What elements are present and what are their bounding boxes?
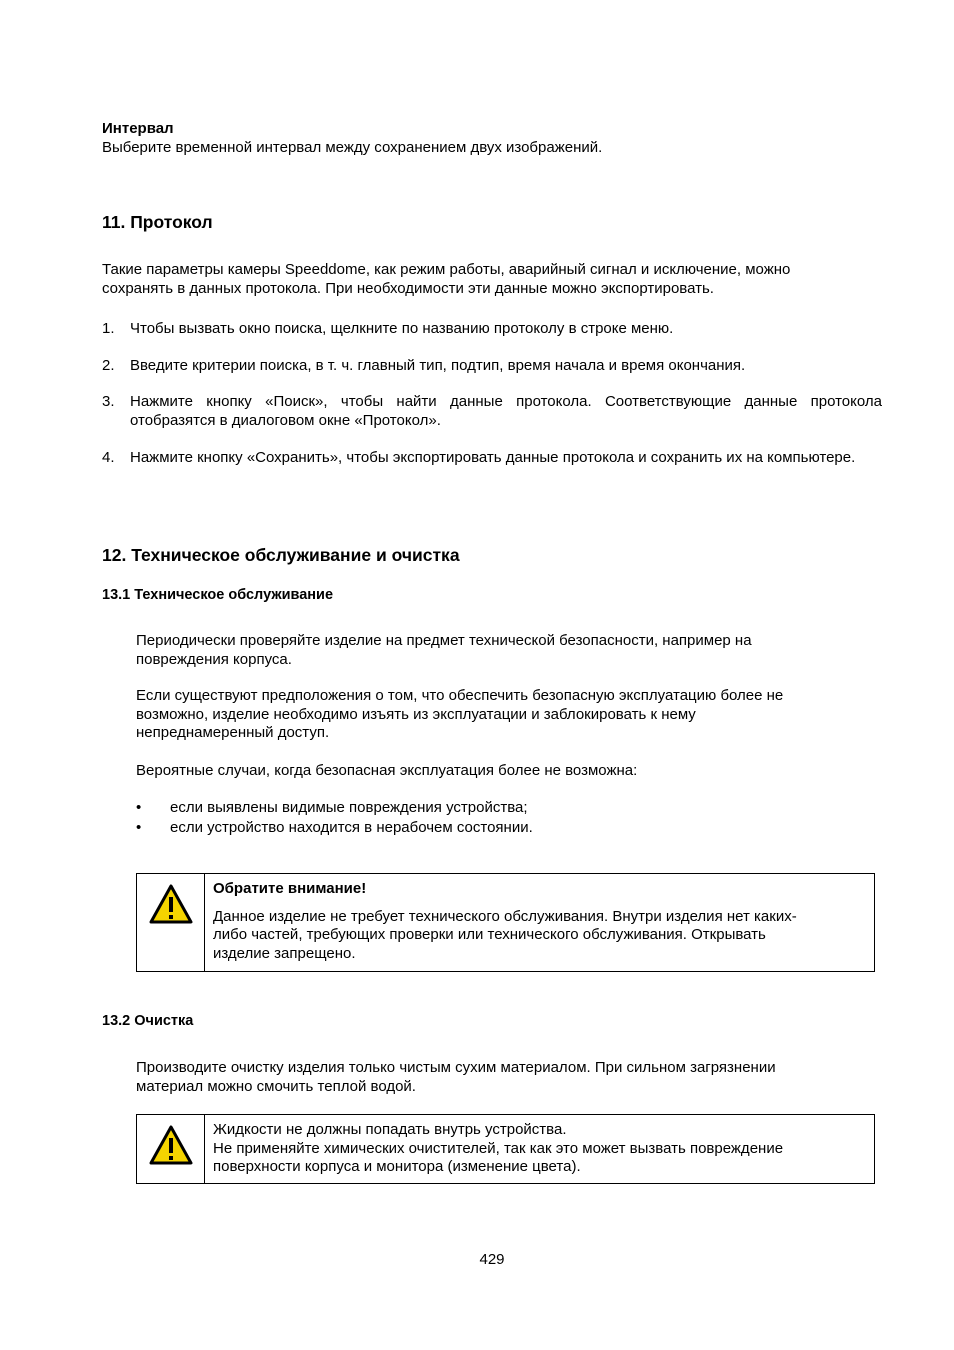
step-2 <box>102 357 882 376</box>
list-item-text: если устройство находится в нерабочем состоянии. <box>170 819 533 836</box>
step-text: Чтобы вызвать окно поиска, щелкните по названию протоколу в строке меню. <box>130 320 674 337</box>
notice-text-cell <box>205 1115 874 1183</box>
text-line: Периодически проверяйте изделие на предмет технической безопасности, например на <box>136 632 752 649</box>
interval-text: Выберите временной интервал между сохранением двух изображений. <box>102 138 603 156</box>
interval-title: Интервал <box>102 120 174 137</box>
warning-triangle-icon <box>149 1125 193 1165</box>
intro-line-2: сохранять в данных протокола. При необходимости эти данные можно экспортировать. <box>102 279 714 297</box>
subsection-13-1-heading: 13.1 Техническое обслуживание <box>102 587 334 603</box>
maintenance-paragraph-3: Вероятные случаи, когда безопасная эксплуатация более не возможна: <box>136 762 638 779</box>
maintenance-notice-box <box>136 873 875 972</box>
bullet-list <box>136 798 876 838</box>
section-11-heading: 11. Протокол <box>102 212 213 232</box>
notice-icon-cell <box>137 874 205 971</box>
step-3 <box>102 393 882 430</box>
text-line: возможно, изделие необходимо изъять из эксплуатации и заблокировать к нему <box>136 705 696 723</box>
notice-title: Обратите внимание! <box>213 880 367 897</box>
text-line: материал можно смочить теплой водой. <box>136 1077 416 1095</box>
notice-line: Данное изделие не требует технического обслуживания. Внутри изделия нет каких- <box>213 907 797 925</box>
text-line: повреждения корпуса. <box>136 650 292 668</box>
bullet-icon: • <box>136 819 142 836</box>
bullet-icon: • <box>136 799 142 816</box>
notice-icon-cell <box>137 1115 205 1183</box>
step-number: 3. <box>102 393 115 410</box>
step-number: 1. <box>102 320 115 337</box>
step-1 <box>102 320 882 339</box>
subsection-13-2-heading: 13.2 Очистка <box>102 1013 194 1029</box>
text-line: непреднамеренный доступ. <box>136 724 330 741</box>
section-12-heading: 12. Техническое обслуживание и очистка <box>102 545 460 565</box>
section-11-intro <box>102 261 892 298</box>
interval-block <box>102 120 882 157</box>
page-number: 429 <box>479 1251 505 1268</box>
text-line: Если существуют предположения о том, что обеспечить безопасную эксплуатацию более не <box>136 687 784 704</box>
list-item-text: если выявлены видимые повреждения устройства; <box>170 799 528 816</box>
notice-line: либо частей, требующих проверки или технического обслуживания. Открывать <box>213 926 766 943</box>
step-text: Введите критерии поиска, в т. ч. главный тип, подтип, время начала и время окончания. <box>130 357 746 374</box>
notice-line: изделие запрещено. <box>213 944 356 962</box>
maintenance-paragraph-2 <box>136 687 876 743</box>
cleaning-paragraph <box>136 1059 876 1096</box>
step-number: 4. <box>102 449 115 466</box>
list-item <box>136 818 876 838</box>
notice-line: поверхности корпуса и монитора (изменение цвета). <box>213 1158 581 1175</box>
notice-line: Не применяйте химических очистителей, так как это может вызвать повреждение <box>213 1139 784 1157</box>
list-item <box>136 798 876 818</box>
step-text: Нажмите кнопку «Сохранить», чтобы экспортировать данные протокола и сохранить их на компьютере. <box>130 449 856 466</box>
intro-line-1: Такие параметры камеры Speeddome, как режим работы, аварийный сигнал и исключение, можно <box>102 261 791 278</box>
step-4 <box>102 449 882 468</box>
text-line: Производите очистку изделия только чистым сухим материалом. При сильном загрязнении <box>136 1059 776 1076</box>
warning-triangle-icon <box>149 884 193 924</box>
notice-text-cell <box>205 874 874 971</box>
step-text: Нажмите кнопку «Поиск», чтобы найти данные протокола. Соответствующие данные протокола отобразятся в диалоговом окне «Протокол». <box>130 393 882 429</box>
maintenance-paragraph-1 <box>136 632 876 669</box>
step-number: 2. <box>102 357 115 374</box>
notice-line: Жидкости не должны попадать внутрь устройства. <box>213 1121 567 1138</box>
cleaning-notice-box <box>136 1114 875 1184</box>
